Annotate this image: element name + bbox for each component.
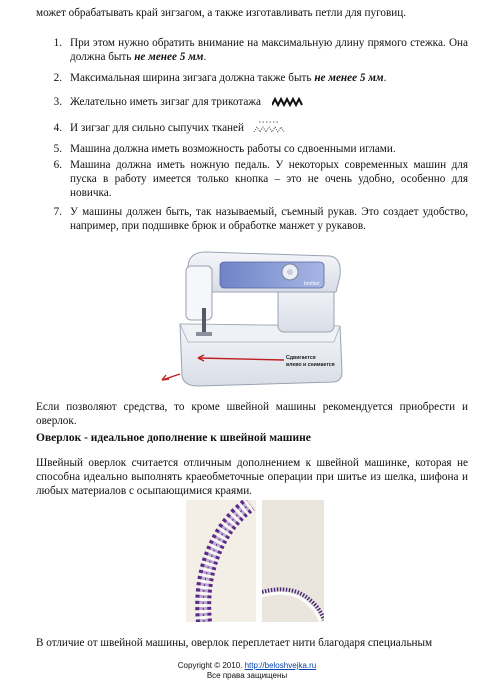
knit-zigzag-icon <box>272 97 304 107</box>
item-number: 2. <box>53 72 62 84</box>
footer-rights: Все права защищены <box>206 671 288 680</box>
machine-caption-line1: Сдвигается <box>286 355 316 361</box>
machine-brand-label: brother <box>304 281 320 287</box>
intro-text: может обрабатывать край зигзагом, а также изготавливать петли для пуговиц. <box>36 7 407 19</box>
site-link[interactable]: http://beloshvejka.ru <box>244 661 317 670</box>
item-number: 6. <box>53 159 62 171</box>
overlock-description-text: Швейный оверлок считается отличным дополнением к швейной машинке, которая не способна идеально выполнять краеобметочные операции при шитье из шелка, шифона и любых материалов с осыпающимися краями. <box>36 457 468 497</box>
fray-zigzag-icon <box>253 121 285 135</box>
item-number: 1. <box>53 37 62 49</box>
item-text: При этом нужно обратить внимание на максимальную длину прямого стежка. Она должна быть не менее 5 мм. <box>70 37 468 63</box>
item-text: У машины должен быть, так называемый, съемный рукав. Это создает удобство, например, при подшивке брюк и обработке манжет у рукавов. <box>70 206 468 232</box>
item-text: Желательно иметь зигзаг для трикотажа <box>70 95 304 109</box>
emphasis-text: не менее 5 мм <box>314 72 384 84</box>
sewing-machine-image <box>158 246 346 394</box>
item-number: 5. <box>53 143 62 155</box>
footer-copyright <box>0 661 494 671</box>
item-text: Машина должна иметь ножную педаль. У некоторых современных машин для пуска в работу имеется только кнопка – это не очень удобно, особенно для новичка. <box>70 159 468 199</box>
item-text: Максимальная ширина зигзага должна также быть не менее 5 мм. <box>70 72 387 84</box>
item-number: 7. <box>53 206 62 218</box>
item-text: Машина должна иметь возможность работы со сдвоенными иглами. <box>70 143 396 155</box>
item-text: И зигзаг для сильно сыпучих тканей <box>70 121 285 135</box>
machine-caption-line2: влево и снимается <box>286 362 335 368</box>
section-heading: Оверлок - идеальное дополнение к швейной машине <box>36 432 311 444</box>
item-number: 4. <box>53 122 62 134</box>
overlock-intro-text: Если позволяют средства, то кроме швейной машины рекомендуется приобрести и оверлок. <box>36 401 468 427</box>
last-paragraph-text: В отличие от швейной машины, оверлок переплетает нити благодаря специальным <box>36 637 433 649</box>
overlock-edge-photo-right <box>262 500 324 622</box>
overlock-edge-photo-left <box>186 500 256 622</box>
copyright-text: Copyright © 2010. <box>177 661 245 670</box>
item-number: 3. <box>53 96 62 108</box>
emphasis-text: не менее 5 мм <box>134 51 204 63</box>
